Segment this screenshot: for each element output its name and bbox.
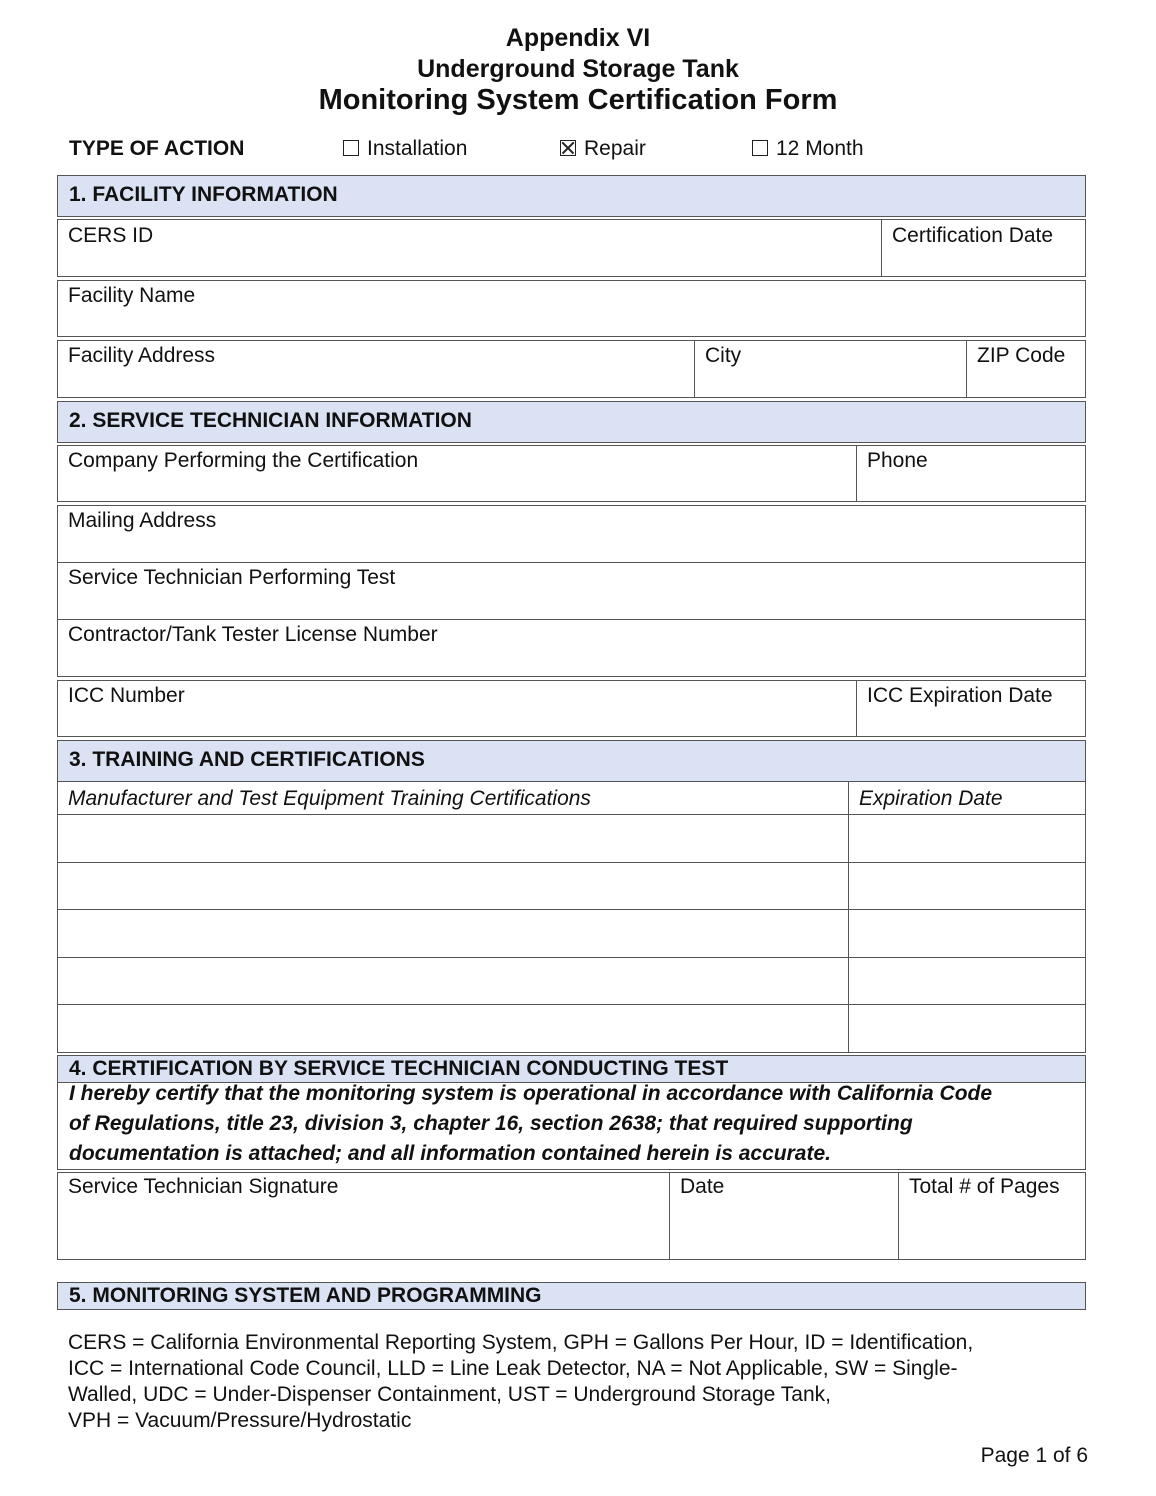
page-number: Page 1 of 6: [980, 1444, 1088, 1467]
installation-checkbox[interactable]: [343, 140, 359, 156]
appendix-label: Appendix VI: [505, 24, 651, 52]
divider: [856, 681, 857, 736]
divider: [58, 814, 1085, 815]
row-facility-name: [57, 280, 1086, 337]
technician-details-block: [57, 505, 1086, 677]
row-facility-address: [57, 340, 1086, 398]
statement-line-3: documentation is attached; and all information contained herein is accurate.: [69, 1142, 831, 1165]
divider: [856, 446, 857, 501]
divider: [966, 341, 967, 397]
form-title: Monitoring System Certification Form: [318, 84, 838, 116]
total-pages-label: Total # of Pages: [909, 1175, 1060, 1198]
icc-number-label: ICC Number: [68, 684, 185, 707]
section4-header: 4. CERTIFICATION BY SERVICE TECHNICIAN CONDUCTING TEST: [57, 1055, 1086, 1083]
divider: [58, 862, 1085, 863]
row-signature: [57, 1172, 1086, 1260]
divider: [881, 220, 882, 276]
section2-header: 2. SERVICE TECHNICIAN INFORMATION: [57, 401, 1086, 443]
company-label: Company Performing the Certification: [68, 449, 419, 472]
section1-header: 1. FACILITY INFORMATION: [57, 175, 1086, 217]
divider: [848, 782, 849, 1052]
12-month-checkbox[interactable]: [752, 140, 768, 156]
divider: [58, 1004, 1085, 1005]
option-12-month[interactable]: [752, 137, 864, 161]
cers-id-label: CERS ID: [68, 224, 154, 247]
row-icc: [57, 680, 1086, 737]
facility-address-label: Facility Address: [68, 344, 216, 367]
statement-line-1: I hereby certify that the monitoring system is operational in accordance with California Code: [69, 1082, 993, 1105]
statement-line-2: of Regulations, title 23, division 3, chapter 16, section 2638; that required supporting: [69, 1112, 913, 1135]
12-month-label: 12 Month: [776, 137, 864, 160]
training-table: [57, 781, 1086, 1053]
abbreviations-line-1: CERS = California Environmental Reporting System, GPH = Gallons Per Hour, ID = Identification,: [68, 1331, 974, 1354]
section3-header: 3. TRAINING AND CERTIFICATIONS: [57, 740, 1086, 782]
certification-date-label: Certification Date: [892, 224, 1054, 247]
type-of-action-label: TYPE OF ACTION: [69, 137, 245, 160]
divider: [58, 909, 1085, 910]
technician-label: Service Technician Performing Test: [68, 566, 396, 589]
date-label: Date: [680, 1175, 725, 1198]
divider: [58, 562, 1085, 563]
divider: [694, 341, 695, 397]
zip-code-label: ZIP Code: [977, 344, 1066, 367]
form-subtitle: Underground Storage Tank: [417, 55, 739, 83]
option-repair[interactable]: [560, 137, 646, 161]
phone-label: Phone: [867, 449, 928, 472]
row-cers-id: [57, 219, 1086, 277]
repair-label: Repair: [584, 137, 646, 160]
city-label: City: [705, 344, 742, 367]
license-number-label: Contractor/Tank Tester License Number: [68, 623, 438, 646]
expiration-column-header: Expiration Date: [859, 787, 1003, 810]
divider: [898, 1173, 899, 1259]
certification-statement: [57, 1082, 1086, 1170]
icc-expiration-label: ICC Expiration Date: [867, 684, 1053, 707]
abbreviations-line-3: Walled, UDC = Under-Dispenser Containment, UST = Underground Storage Tank,: [68, 1383, 831, 1406]
installation-label: Installation: [367, 137, 468, 160]
abbreviations-line-2: ICC = International Code Council, LLD = Line Leak Detector, NA = Not Applicable, SW = Single-: [68, 1357, 958, 1380]
divider: [669, 1173, 670, 1259]
signature-label: Service Technician Signature: [68, 1175, 339, 1198]
row-company: [57, 445, 1086, 502]
repair-checkbox[interactable]: [560, 140, 576, 156]
divider: [58, 957, 1085, 958]
certifications-column-header: Manufacturer and Test Equipment Training Certifications: [68, 787, 591, 810]
option-installation[interactable]: [343, 137, 467, 161]
mailing-address-label: Mailing Address: [68, 509, 217, 532]
divider: [58, 619, 1085, 620]
abbreviations-line-4: VPH = Vacuum/Pressure/Hydrostatic: [68, 1409, 412, 1432]
facility-name-label: Facility Name: [68, 284, 196, 307]
section5-header: 5. MONITORING SYSTEM AND PROGRAMMING: [57, 1282, 1086, 1310]
